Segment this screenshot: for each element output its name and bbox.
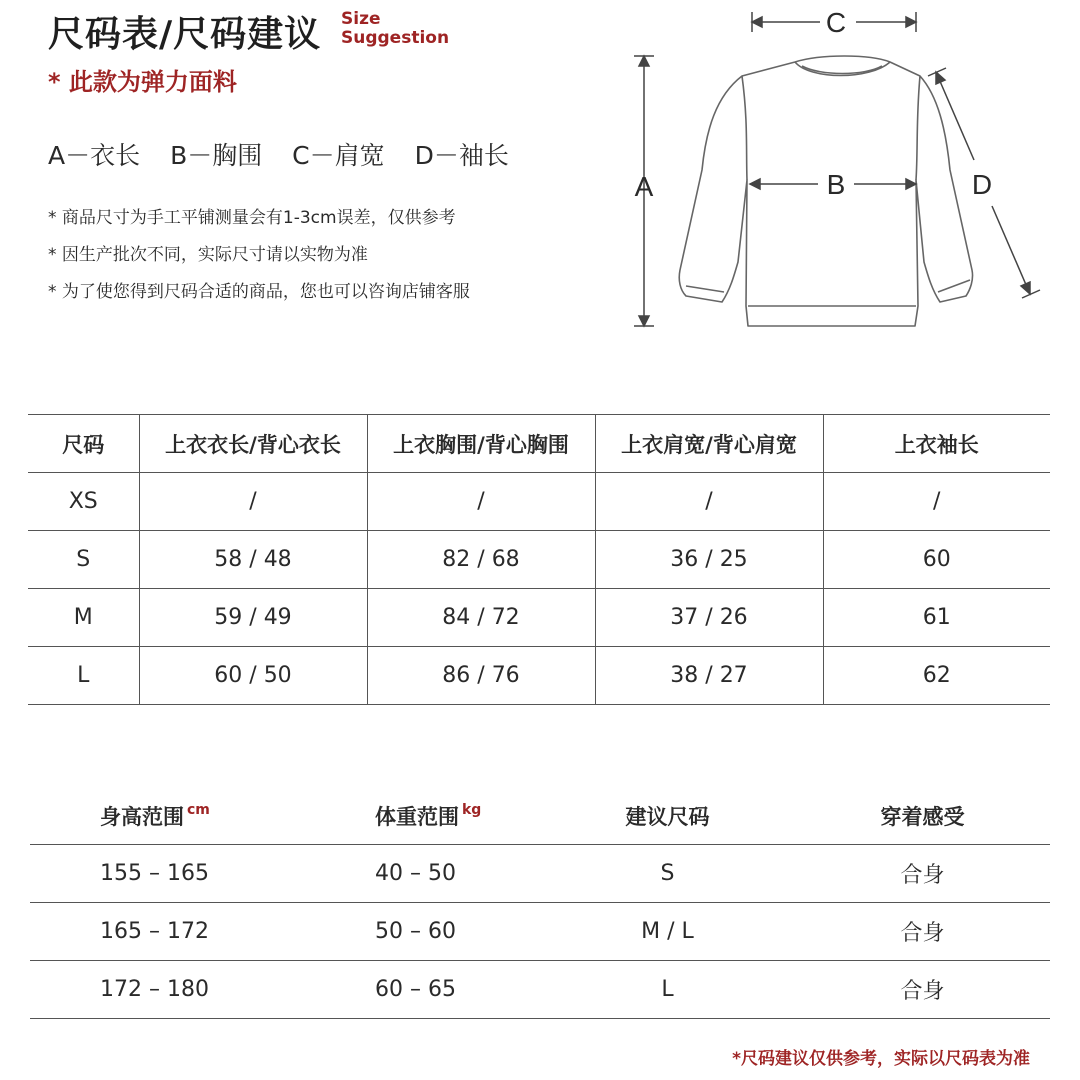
cell-size: M [28,589,139,647]
cell-shoulder: 36 / 25 [595,531,823,589]
header-sleeve: 上衣袖长 [823,415,1050,473]
measurement-notes [48,200,470,311]
cell-fit: 合身 [795,845,1050,903]
cell-shoulder: / [595,473,823,531]
cell-shoulder: 37 / 26 [595,589,823,647]
size-suggestion-table [30,788,1050,1019]
cell-height: 172 – 180 [30,961,285,1019]
diagram-label-c: C [825,7,847,38]
cell-sleeve: 62 [823,647,1050,705]
cell-chest: 82 / 68 [367,531,595,589]
header-shoulder: 上衣肩宽/背心肩宽 [595,415,823,473]
suggestion-header-row [30,788,1050,845]
header-size: 尺码 [28,415,139,473]
table-row [30,903,1050,961]
table-row [30,845,1050,903]
page-title: 尺码表/尺码建议 [48,14,322,55]
cell-weight: 40 – 50 [285,845,540,903]
header-fit-feel: 穿着感受 [795,788,1050,845]
title-en-line-1: Size [341,9,381,29]
table-row [28,531,1050,589]
cell-weight: 50 – 60 [285,903,540,961]
cell-chest: 86 / 76 [367,647,595,705]
cell-shoulder: 38 / 27 [595,647,823,705]
cell-size: L [28,647,139,705]
page-title-english [341,10,449,48]
title-en-line-2: Suggestion [341,28,450,48]
cell-height: 165 – 172 [30,903,285,961]
cell-chest: 84 / 72 [367,589,595,647]
cell-weight: 60 – 65 [285,961,540,1019]
cell-chest: / [367,473,595,531]
diagram-label-b: B [826,169,846,200]
measurement-legend [48,136,531,172]
cell-suggested-size: M / L [540,903,795,961]
cell-sleeve: 61 [823,589,1050,647]
legend-b: B－胸围 [170,141,263,170]
note-item: * 因生产批次不同，实际尺寸请以实物为准 [48,245,368,265]
table-row [28,473,1050,531]
note-item: * 为了使您得到尺码合适的商品，您也可以咨询店铺客服 [48,282,470,302]
stretch-fabric-note: * 此款为弹力面料 [48,68,237,96]
size-table [28,414,1050,705]
table-row [28,647,1050,705]
table-row [30,961,1050,1019]
header-weight-label: 体重范围 [375,805,459,829]
cell-length: 60 / 50 [139,647,367,705]
size-table-header-row [28,415,1050,473]
header-chest: 上衣胸围/背心胸围 [367,415,595,473]
cell-sleeve: 60 [823,531,1050,589]
header-height-label: 身高范围 [100,805,184,829]
cell-length: 59 / 49 [139,589,367,647]
header-height [30,788,285,845]
diagram-label-d: D [971,169,993,200]
table-row [28,589,1050,647]
header-weight [285,788,540,845]
diagram-label-a: A [634,171,654,202]
cell-fit: 合身 [795,903,1050,961]
cell-suggested-size: S [540,845,795,903]
note-item: * 商品尺寸为手工平铺测量会有1-3cm误差，仅供参考 [48,208,456,228]
cell-fit: 合身 [795,961,1050,1019]
footer-disclaimer: *尺码建议仅供参考，实际以尺码表为准 [732,1049,1030,1069]
legend-a: A－衣长 [48,141,141,170]
cell-size: S [28,531,139,589]
header-length: 上衣衣长/背心衣长 [139,415,367,473]
cell-size: XS [28,473,139,531]
cell-length: 58 / 48 [139,531,367,589]
header-suggested-size: 建议尺码 [540,788,795,845]
sweater-measurement-diagram [620,0,1060,345]
legend-c: C－肩宽 [292,141,385,170]
cell-length: / [139,473,367,531]
header-height-unit: cm [187,802,210,818]
legend-d: D－袖长 [414,141,509,170]
cell-suggested-size: L [540,961,795,1019]
cell-height: 155 – 165 [30,845,285,903]
cell-sleeve: / [823,473,1050,531]
header-weight-unit: kg [462,802,482,818]
